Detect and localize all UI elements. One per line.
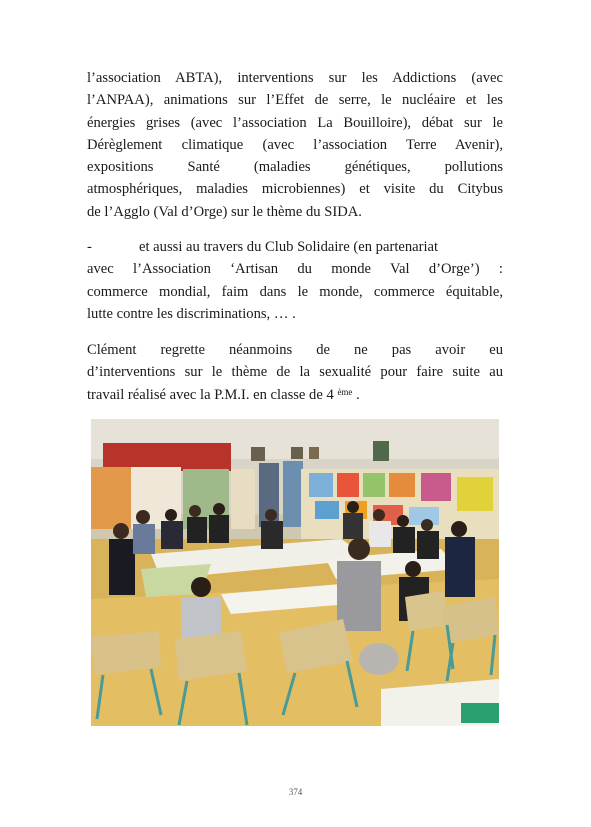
text-line: avec l’Association ‘Artisan du monde Val d’Orge’) : <box>87 261 503 278</box>
classroom-photo-illustration <box>91 419 499 726</box>
text-line: de l’Agglo (Val d’Orge) sur le thème du SIDA. <box>87 203 362 220</box>
bullet-line <box>87 236 503 258</box>
period: . <box>356 386 360 403</box>
text-line: lutte contre les discriminations, … . <box>87 305 296 322</box>
text-line: Dérèglement climatique (avec l’association Terre Avenir), <box>87 136 503 153</box>
paragraph-activities <box>87 67 503 223</box>
dash-bullet: - <box>87 239 92 255</box>
paragraph-club-solidaire <box>87 236 503 325</box>
text-line: l’association ABTA), interventions sur les Addictions (avec <box>87 70 503 86</box>
text-line: atmosphériques, maladies microbiennes) et visite du Citybus <box>87 181 503 198</box>
paragraph-clement <box>87 339 503 406</box>
text-line: et aussi au travers du Club Solidaire (en partenariat <box>139 239 439 255</box>
text-fragment: travail réalisé avec la P.M.I. en classe de 4 <box>87 386 334 403</box>
classroom-meeting-photo <box>91 419 499 726</box>
text-line: commerce mondial, faim dans le monde, commerce équitable, <box>87 283 503 300</box>
text-line: énergies grises (avec l’association La Bouilloire), débat sur le <box>87 114 503 131</box>
text-line-last <box>87 384 503 406</box>
page-number: 374 <box>288 787 303 797</box>
text-line: l’ANPAA), animations sur l’Effet de serre, le nucléaire et les <box>87 92 503 109</box>
text-line: d’interventions sur le thème de la sexualité pour faire suite au <box>87 364 503 381</box>
text-line: Clément regrette néanmoins de ne pas avoir eu <box>87 342 503 358</box>
text-line: expositions Santé (maladies génétiques, pollutions <box>87 159 503 176</box>
superscript: ème <box>337 386 353 397</box>
